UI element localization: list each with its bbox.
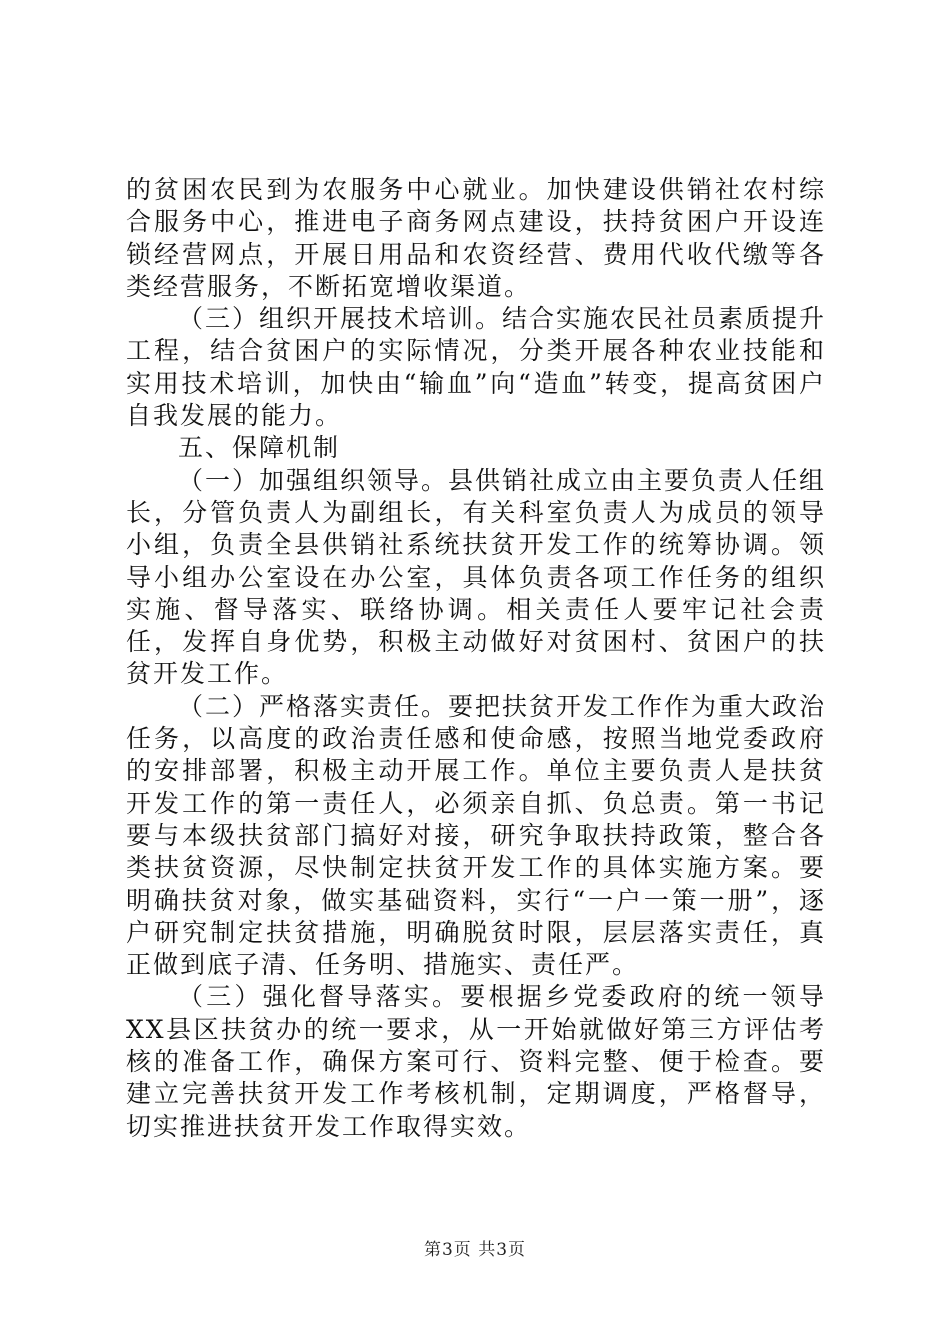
paragraph-1: 的贫困农民到为农服务中心就业。加快建设供销社农村综合服务中心，推进电子商务网点建设，扶持贫困户开设连锁经营网点，开展日用品和农资经营、费用代收代缴等各类经营服务，不断拓宽增收渠道。	[126, 175, 826, 301]
page-footer: 第3页 共3页	[423, 1240, 527, 1260]
paragraph-2: （三）组织开展技术培训。结合实施农民社员素质提升工程，结合贫困户的实际情况，分类开展各种农业技能和实用技术培训，加快由“输血”向“造血”转变，提高贫困户自我发展的能力。	[126, 304, 827, 431]
paragraph-3: （一）加强组织领导。县供销社成立由主要负责人任组长，分管负责人为副组长，有关科室负责人为成员的领导小组，负责全县供销社系统扶贫开发工作的统筹协调。领导小组办公室设在办公室，具体负责各项工作任务的组织实施、督导落实、联络协调。相关责任人要牢记社会责任，发挥自身优势，积极主动做好对贫困村、贫困户的扶贫开发工作。	[126, 465, 827, 689]
paragraph-5: （三）强化督导落实。要根据乡党委政府的统一领导XX县区扶贫办的统一要求，从一开始就做好第三方评估考核的准备工作，确保方案可行、资料完整、便于检查。要建立完善扶贫开发工作考核机制，定期调度，严格督导，切实推进扶贫开发工作取得实效。	[126, 982, 826, 1141]
section-heading: 五、保障机制	[178, 433, 341, 463]
paragraph-4: （二）严格落实责任。要把扶贫开发工作作为重大政治任务，以高度的政治责任感和使命感，按照当地党委政府的安排部署，积极主动开展工作。单位主要负责人是扶贫开发工作的第一责任人，必须亲自抓、负总责。第一书记要与本级扶贫部门搞好对接，研究争取扶持政策，整合各类扶贫资源，尽快制定扶贫开发工作的具体实施方案。要明确扶贫对象，做实基础资料，实行“一户一策一册”，逐户研究制定扶贫措施，明确脱贫时限，层层落实责任，真正做到底子清、任务明、措施实、责任严。	[126, 691, 827, 980]
document-body	[126, 174, 826, 1143]
